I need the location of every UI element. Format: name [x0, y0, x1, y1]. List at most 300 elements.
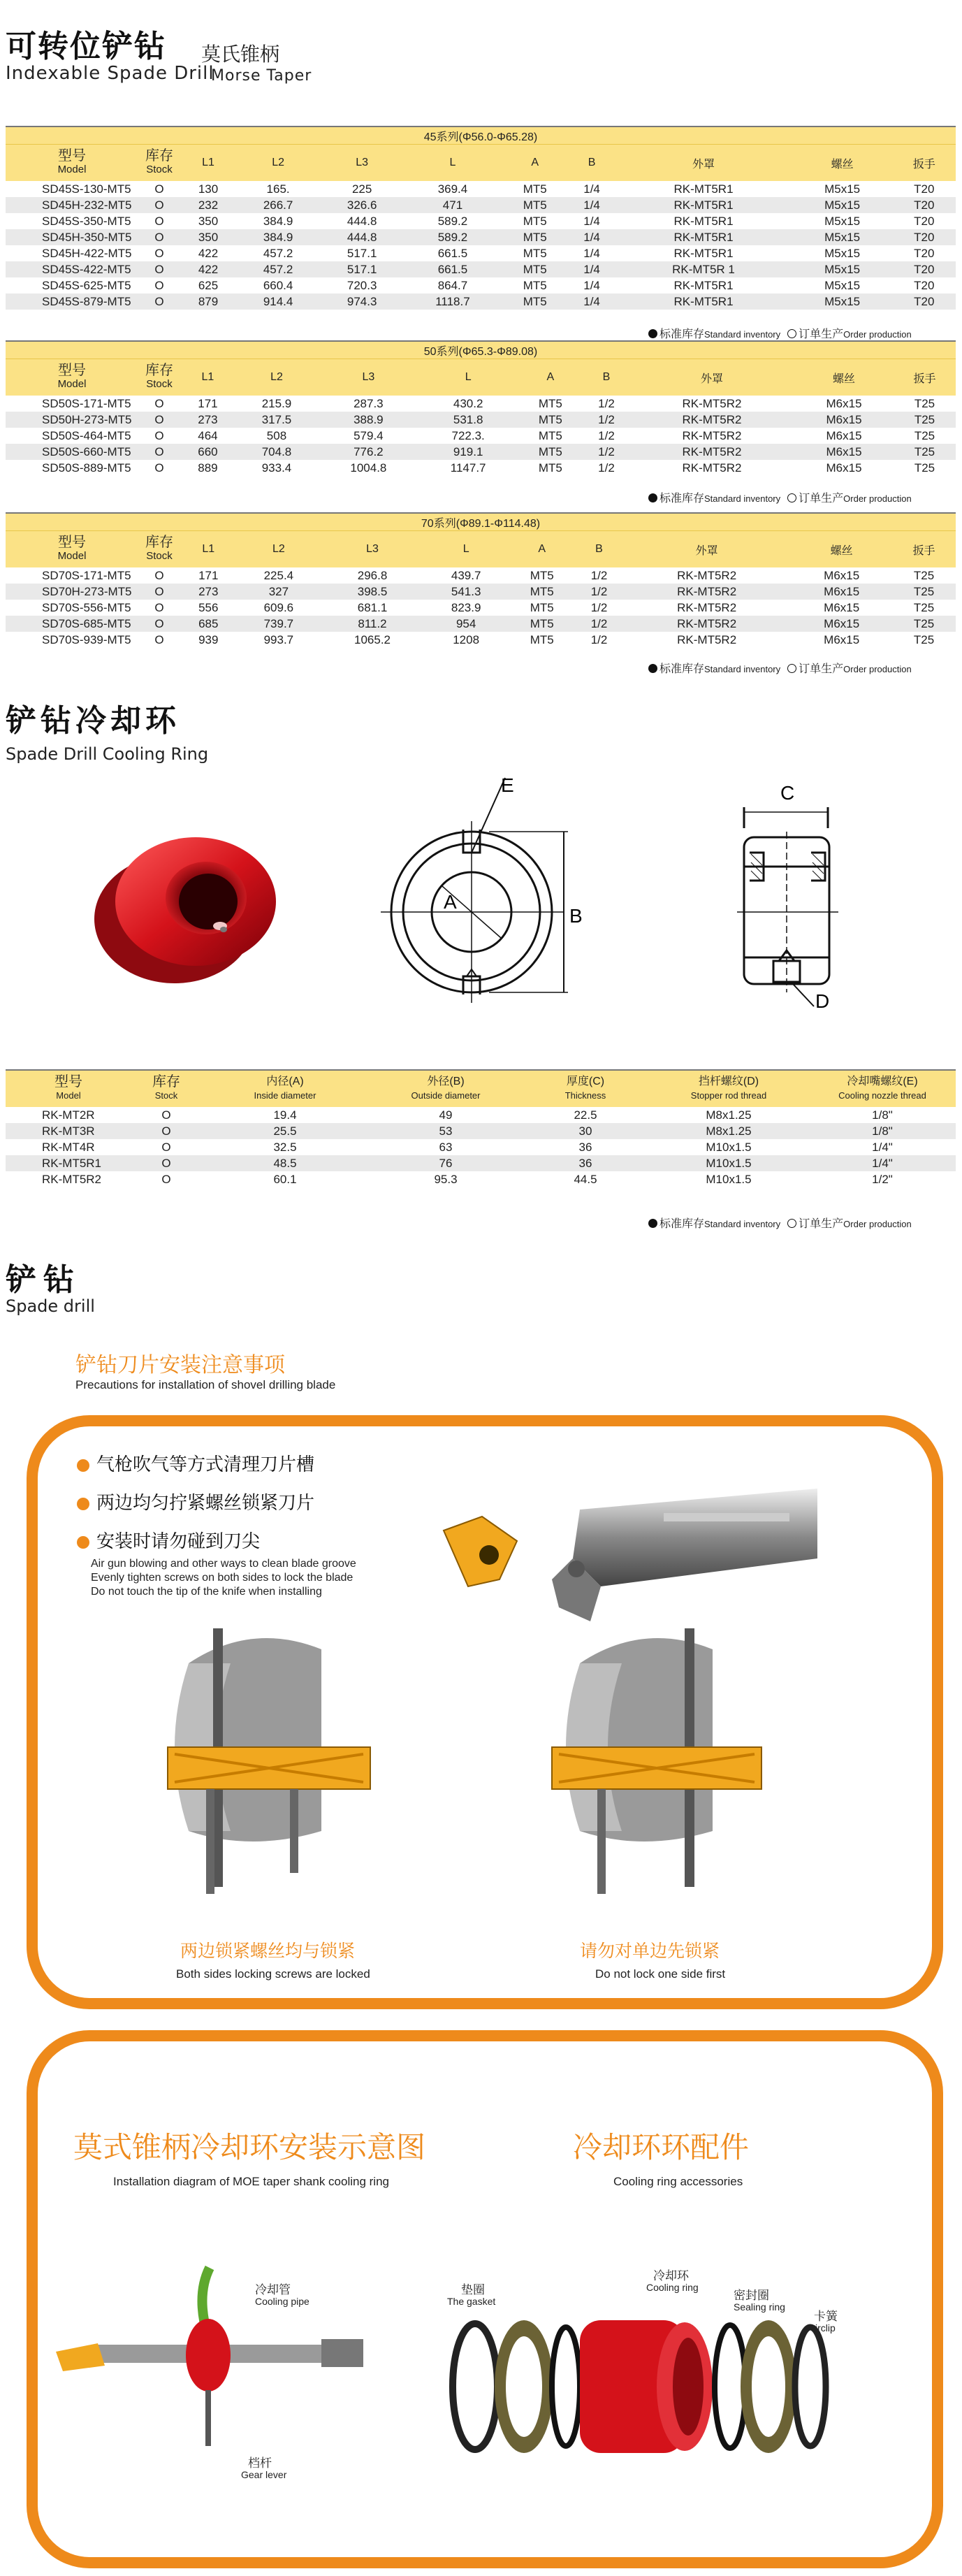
dim-label-a: A	[444, 891, 457, 913]
col-b: B	[576, 531, 622, 568]
table-cell: 823.9	[451, 600, 481, 614]
correct-installation-illustration	[147, 1621, 384, 1894]
table-cell: T25	[894, 412, 956, 428]
cooling-ring-table	[6, 1069, 956, 1187]
table-cell: 1/2	[583, 444, 629, 460]
table-cell: 19.4	[273, 1108, 297, 1122]
table-cell: 722.3.	[451, 428, 485, 442]
table-cell: RK-MT4R	[42, 1140, 95, 1154]
lever-label-cn: 档杆	[248, 2456, 272, 2470]
table-cell: O	[154, 182, 164, 196]
table-cell: O	[154, 568, 164, 582]
table-cell: SD70H-273-MT5	[6, 584, 138, 600]
table-cell: T20	[914, 182, 935, 196]
col-wrench: 扳手	[892, 531, 956, 568]
table-cell: O	[131, 1123, 201, 1139]
table-cell: M5x15	[792, 229, 893, 245]
cooling-ring-front-drawing	[381, 772, 597, 1013]
table-cell: M8x1.25	[648, 1123, 809, 1139]
table-cell: 1/4	[569, 294, 615, 310]
table-cell: M10x1.5	[706, 1172, 752, 1186]
table-cell: 32.5	[273, 1140, 297, 1154]
cooling-col-4: 厚度(C) Thickness	[523, 1070, 648, 1107]
table-cell: T20	[893, 294, 956, 310]
table-cell: 517.1	[320, 261, 404, 277]
table-cell: 232	[180, 197, 236, 213]
table-row	[6, 1171, 956, 1187]
table-cell: O	[161, 1108, 171, 1122]
table-cell: 225.4	[263, 568, 294, 582]
table-cell: T20	[893, 197, 956, 213]
wrong-caption-cn: 请勿对单边先锁紧	[580, 1941, 720, 1961]
table-cell: 266.7	[236, 197, 320, 213]
table-cell: 589.2	[437, 214, 468, 228]
table-cell: 53	[369, 1123, 523, 1139]
spec-table-2	[6, 340, 956, 476]
table-cell: T20	[914, 246, 935, 260]
table-row	[6, 428, 956, 444]
table-cell: 165.	[266, 182, 290, 196]
table-cell: 1/2	[576, 584, 622, 600]
stock-legend: 标准库存Standard inventory 订单生产Order production	[648, 660, 912, 676]
table-row	[6, 1139, 956, 1155]
pipe-label-cn: 冷却管	[255, 2283, 291, 2297]
table-cell: 384.9	[236, 229, 320, 245]
table-cell: MT5	[509, 616, 576, 632]
table-row	[6, 261, 956, 277]
table-cell: 889	[198, 461, 218, 475]
table-cell: M5x15	[824, 214, 861, 228]
table-cell: M6x15	[826, 396, 862, 410]
table-cell: 974.3	[320, 294, 404, 310]
col-l3: L3	[320, 145, 404, 182]
series-header: 70系列(Φ89.1-Φ114.48)	[6, 513, 956, 531]
gasket-label-cn: 垫圈	[461, 2283, 485, 2297]
cooling-title-cn: 铲钻冷却环	[6, 703, 180, 739]
install-title-en: Installation diagram of MOE taper shank cooling ring	[113, 2175, 389, 2188]
table-cell: T25	[892, 616, 956, 632]
precaution-notes-en: Air gun blowing and other ways to clean blade groove Evenly tighten screws on both sides to lock the blade Do not touch the tip of the knife when installing	[91, 1558, 356, 1598]
col-a: A	[509, 531, 576, 568]
table-cell: MT5	[530, 568, 554, 582]
order-production-circle	[787, 329, 796, 338]
table-cell: MT5	[523, 214, 547, 228]
table-cell: MT5	[523, 278, 547, 292]
standard-inventory-dot	[648, 493, 657, 502]
table-cell: 556	[198, 600, 219, 614]
table-row	[6, 1155, 956, 1171]
table-cell: O	[138, 229, 180, 245]
table-cell: 1/4	[583, 182, 600, 196]
table-cell: 1004.8	[350, 461, 387, 475]
table-cell: RK-MT5R2	[677, 632, 737, 646]
col-l: L	[419, 359, 518, 396]
table-cell: MT5	[538, 396, 562, 410]
table-cell: M5x15	[792, 197, 893, 213]
table-cell: 273	[180, 584, 237, 600]
table-cell: 63	[439, 1140, 453, 1154]
table-cell: O	[154, 461, 164, 475]
table-cell: T25	[894, 444, 956, 460]
table-cell: RK-MT5R1	[673, 214, 734, 228]
table-cell: 130	[198, 182, 219, 196]
series-header: 45系列(Φ56.0-Φ65.28)	[6, 126, 956, 145]
table-cell: 1147.7	[450, 461, 486, 475]
table-cell: 939	[198, 632, 219, 646]
table-cell: M6x15	[794, 412, 894, 428]
table-cell: 661.5	[404, 261, 502, 277]
table-cell: RK-MT5R1	[6, 1155, 131, 1171]
table-row	[6, 197, 956, 213]
stock-legend: 标准库存Standard inventory 订单生产Order production	[648, 489, 912, 505]
table-cell: 457.2	[263, 246, 293, 260]
col-l2: L2	[237, 531, 321, 568]
table-cell: MT5	[523, 246, 547, 260]
spade-title-en: Spade drill	[6, 1296, 95, 1316]
table-cell: 1/2	[590, 600, 608, 614]
table-cell: SD70S-171-MT5	[42, 568, 131, 582]
circlip-label-en: circlip	[810, 2322, 836, 2333]
accessories-title-cn: 冷却环环配件	[573, 2130, 750, 2164]
cooling-title-en: Spade Drill Cooling Ring	[6, 744, 209, 764]
circlip-label-cn: 卡簧	[814, 2310, 838, 2324]
table-cell: MT5	[518, 412, 584, 428]
table-row	[6, 1123, 956, 1139]
cooling-table-wrap	[6, 1069, 956, 1187]
table-cell: T20	[893, 261, 956, 277]
dim-label-e: E	[501, 774, 514, 796]
table-cell: 1118.7	[404, 294, 502, 310]
table-cell: O	[154, 632, 164, 646]
table-cell: 1065.2	[354, 632, 391, 646]
wrong-installation-illustration	[538, 1621, 775, 1894]
table-cell: RK-MT5R1	[673, 278, 734, 292]
installation-illustration	[49, 2254, 377, 2450]
table-cell: SD70S-939-MT5	[42, 632, 131, 646]
table-cell: 1/4	[583, 246, 600, 260]
blade-holder-illustration	[440, 1475, 831, 1635]
accessories-exploded-illustration	[440, 2292, 831, 2474]
table-cell: RK-MT5R2	[629, 412, 794, 428]
table-cell: 22.5	[574, 1108, 597, 1122]
col-wrench: 扳手	[894, 359, 956, 396]
table-cell: SD45S-130-MT5	[42, 182, 131, 196]
cooling-col-1: 库存 Stock	[131, 1070, 201, 1107]
table-cell: O	[138, 294, 180, 310]
table-cell: O	[138, 412, 180, 428]
col-model: 型号 Model	[6, 145, 138, 182]
precaution-title-en: Precautions for installation of shovel drilling blade	[75, 1378, 336, 1391]
table-cell: O	[154, 246, 164, 260]
table-cell: MT5	[502, 261, 569, 277]
table-cell: SD45H-350-MT5	[6, 229, 138, 245]
table-cell: 660	[180, 444, 235, 460]
table-cell: MT5	[502, 197, 569, 213]
table-row	[6, 616, 956, 632]
table-cell: SD70S-556-MT5	[42, 600, 131, 614]
table-cell: RK-MT5R2	[677, 568, 737, 582]
stock-legend: 标准库存Standard inventory 订单生产Order production	[648, 325, 912, 341]
table-cell: 48.5	[201, 1155, 369, 1171]
table-cell: RK-MT5R1	[615, 229, 792, 245]
table-cell: MT5	[530, 600, 554, 614]
table-cell: O	[154, 396, 164, 410]
table-cell: 1/2	[598, 461, 615, 475]
table-cell: T20	[914, 214, 935, 228]
table-cell: M10x1.5	[706, 1140, 752, 1154]
table-cell: SD50S-660-MT5	[6, 444, 138, 460]
table-cell: 430.2	[453, 396, 483, 410]
table-cell: O	[138, 616, 180, 632]
table-cell: 49	[439, 1108, 453, 1122]
table-cell: O	[154, 278, 164, 292]
col-thread: 螺丝	[794, 359, 894, 396]
table-cell: M6x15	[824, 632, 860, 646]
col-thread: 螺丝	[791, 531, 892, 568]
col-thread: 螺丝	[792, 145, 893, 182]
table-cell: 864.7	[437, 278, 468, 292]
table-cell: 44.5	[574, 1172, 597, 1186]
table-cell: O	[161, 1140, 171, 1154]
table-cell: RK-MT5R 1	[615, 261, 792, 277]
table-cell: MT5	[502, 229, 569, 245]
order-production-circle	[787, 493, 796, 502]
table-cell: M5x15	[824, 182, 861, 196]
table-cell: MT5	[509, 584, 576, 600]
col-l3: L3	[318, 359, 419, 396]
table-cell: 879	[180, 294, 236, 310]
table-cell: 1/8"	[872, 1108, 893, 1122]
table-cell: M6x15	[826, 428, 862, 442]
col-b: B	[569, 145, 615, 182]
series-header: 50系列(Φ65.3-Φ89.08)	[6, 341, 956, 359]
table-cell: O	[154, 600, 164, 614]
precaution-bullet-1: 气枪吹气等方式清理刀片槽	[77, 1450, 314, 1476]
table-row	[6, 460, 956, 476]
table-cell: T25	[913, 600, 935, 614]
table-cell: T25	[914, 428, 935, 442]
table-cell: T25	[914, 461, 935, 475]
table-cell: 439.7	[451, 568, 481, 582]
table-cell: 681.1	[357, 600, 388, 614]
table-cell: SD45S-625-MT5	[42, 278, 131, 292]
table-cell: 171	[198, 568, 219, 582]
table-cell: RK-MT5R2	[682, 396, 742, 410]
table-row	[6, 412, 956, 428]
cooling-col-6: 冷却嘴螺纹(E) Cooling nozzle thread	[809, 1070, 956, 1107]
table-cell: O	[138, 584, 180, 600]
dim-label-c: C	[780, 782, 795, 804]
table-cell: 76	[369, 1155, 523, 1171]
table-row	[6, 1107, 956, 1123]
col-model: 型号 Model	[6, 359, 138, 396]
table-cell: M10x1.5	[648, 1155, 809, 1171]
col-ring: 外罩	[615, 145, 792, 182]
table-cell: 1/4	[569, 261, 615, 277]
page-title-cn: 可转位铲钻	[6, 29, 166, 64]
table-cell: 609.6	[263, 600, 294, 614]
table-cell: 589.2	[404, 229, 502, 245]
table-row	[6, 213, 956, 229]
cooling-col-0: 型号 Model	[6, 1070, 131, 1107]
col-ring: 外罩	[622, 531, 791, 568]
table-cell: 776.2	[318, 444, 419, 460]
col-a: A	[518, 359, 584, 396]
table-cell: 457.2	[236, 261, 320, 277]
table-cell: 398.5	[321, 584, 424, 600]
table-cell: SD45S-879-MT5	[6, 294, 138, 310]
table-row	[6, 584, 956, 600]
table-cell: 1/4	[583, 278, 600, 292]
standard-inventory-dot	[648, 329, 657, 338]
order-production-circle	[787, 664, 796, 673]
table-cell: 384.9	[263, 214, 293, 228]
table-cell: 1/4"	[872, 1140, 893, 1154]
gasket-label-en: The gasket	[447, 2296, 496, 2307]
page-subtitle-cn: 莫氏锥柄	[201, 43, 280, 66]
table-cell: 1/4	[569, 197, 615, 213]
page-title-en: Indexable Spade Drill	[6, 63, 214, 84]
col-l1: L1	[180, 359, 235, 396]
col-stock: 库存 Stock	[138, 145, 180, 182]
table-cell: 464	[198, 428, 218, 442]
seal-label-en: Sealing ring	[734, 2301, 785, 2313]
table-cell: 720.3	[347, 278, 377, 292]
table-row	[6, 396, 956, 412]
table-cell: 273	[180, 412, 235, 428]
table-cell: RK-MT5R2	[629, 444, 794, 460]
table-cell: 36	[578, 1140, 592, 1154]
table-cell: 739.7	[237, 616, 321, 632]
table-cell: MT5	[538, 428, 562, 442]
correct-caption-cn: 两边锁紧螺丝均与锁紧	[180, 1941, 356, 1961]
table-cell: 1/2	[598, 396, 615, 410]
precaution-title-cn: 铲钻刀片安装注意事项	[75, 1353, 285, 1377]
table-cell: 1/4	[569, 229, 615, 245]
table-cell: 444.8	[347, 214, 377, 228]
dim-label-d: D	[815, 990, 830, 1012]
table-cell: 326.6	[320, 197, 404, 213]
table-cell: O	[138, 197, 180, 213]
table-cell: RK-MT5R2	[677, 600, 737, 614]
table-cell: 914.4	[236, 294, 320, 310]
table-cell: M6x15	[824, 568, 860, 582]
table-cell: O	[138, 444, 180, 460]
table-cell: M8x1.25	[706, 1108, 752, 1122]
col-l2: L2	[236, 145, 320, 182]
table-cell: O	[131, 1155, 201, 1171]
table-cell: 471	[404, 197, 502, 213]
table-cell: 369.4	[437, 182, 468, 196]
table-cell: T20	[914, 278, 935, 292]
table-cell: 225	[351, 182, 372, 196]
table-cell: 422	[180, 261, 236, 277]
table-cell: 30	[523, 1123, 648, 1139]
table-cell: 1/2	[583, 412, 629, 428]
table-cell: M6x15	[791, 584, 892, 600]
table-cell: RK-MT5R2	[622, 616, 791, 632]
table-cell: 811.2	[321, 616, 424, 632]
table-cell: T25	[913, 632, 935, 646]
table-cell: 933.4	[261, 461, 292, 475]
table-cell: T20	[893, 229, 956, 245]
table-cell: 422	[198, 246, 219, 260]
table-cell: 25.5	[201, 1123, 369, 1139]
table-cell: MT5	[518, 444, 584, 460]
table-cell: RK-MT2R	[42, 1108, 95, 1122]
table-cell: M6x15	[791, 616, 892, 632]
table-cell: 704.8	[235, 444, 318, 460]
table-cell: SD50S-889-MT5	[42, 461, 131, 475]
table-row	[6, 181, 956, 197]
table-cell: SD50S-171-MT5	[42, 396, 131, 410]
col-stock: 库存 Stock	[138, 531, 180, 568]
table-row	[6, 567, 956, 584]
table-row	[6, 632, 956, 648]
table-cell: M5x15	[792, 261, 893, 277]
table-cell: RK-MT5R2	[682, 461, 742, 475]
table-cell: 36	[523, 1155, 648, 1171]
table-cell: O	[161, 1172, 171, 1186]
table-row	[6, 444, 956, 460]
spec-table-3	[6, 512, 956, 648]
table-cell: 215.9	[261, 396, 292, 410]
table-cell: SD45S-350-MT5	[42, 214, 131, 228]
table-cell: O	[138, 261, 180, 277]
col-l3: L3	[321, 531, 424, 568]
table-cell: 625	[198, 278, 219, 292]
cooling-col-2: 内径(A) Inside diameter	[201, 1070, 369, 1107]
table-cell: RK-MT5R2	[682, 428, 742, 442]
col-a: A	[502, 145, 569, 182]
col-l2: L2	[235, 359, 318, 396]
table-cell: MT5	[530, 632, 554, 646]
table-cell: 317.5	[235, 412, 318, 428]
table-row	[6, 277, 956, 294]
cooling-col-3: 外径(B) Outside diameter	[369, 1070, 523, 1107]
table-cell: O	[154, 214, 164, 228]
table-cell: 296.8	[357, 568, 388, 582]
precaution-bullet-3: 安装时请勿碰到刀尖	[77, 1527, 260, 1553]
table-cell: M5x15	[824, 246, 861, 260]
table-cell: RK-MT5R1	[615, 197, 792, 213]
cooling-legend: 标准库存Standard inventory 订单生产Order production	[648, 1215, 912, 1231]
table-cell: 954	[424, 616, 509, 632]
col-stock: 库存 Stock	[138, 359, 180, 396]
table-cell: 1/4	[583, 214, 600, 228]
spade-title-cn: 铲钻	[6, 1262, 81, 1298]
table-cell: RK-MT3R	[6, 1123, 131, 1139]
standard-inventory-dot	[648, 664, 657, 673]
pipe-label-en: Cooling pipe	[255, 2296, 309, 2307]
cooling-ring-photo	[84, 821, 286, 989]
col-model: 型号 Model	[6, 531, 138, 568]
table-cell: 327	[237, 584, 321, 600]
wrong-caption-en: Do not lock one side first	[595, 1967, 726, 1981]
precaution-bullet-2: 两边均匀拧紧螺丝锁紧刀片	[77, 1489, 314, 1514]
table-cell: SD50H-273-MT5	[6, 412, 138, 428]
standard-inventory-dot	[648, 1219, 657, 1228]
table-cell: 661.5	[437, 246, 468, 260]
seal-label-cn: 密封圈	[734, 2289, 769, 2303]
table-cell: 1/4"	[809, 1155, 956, 1171]
table-cell: T25	[892, 584, 956, 600]
table-cell: M5x15	[824, 278, 861, 292]
table-cell: MT5	[523, 182, 547, 196]
table-cell: RK-MT5R2	[622, 584, 791, 600]
table-cell: 444.8	[320, 229, 404, 245]
page-subtitle-en: Morse Taper	[211, 67, 312, 85]
